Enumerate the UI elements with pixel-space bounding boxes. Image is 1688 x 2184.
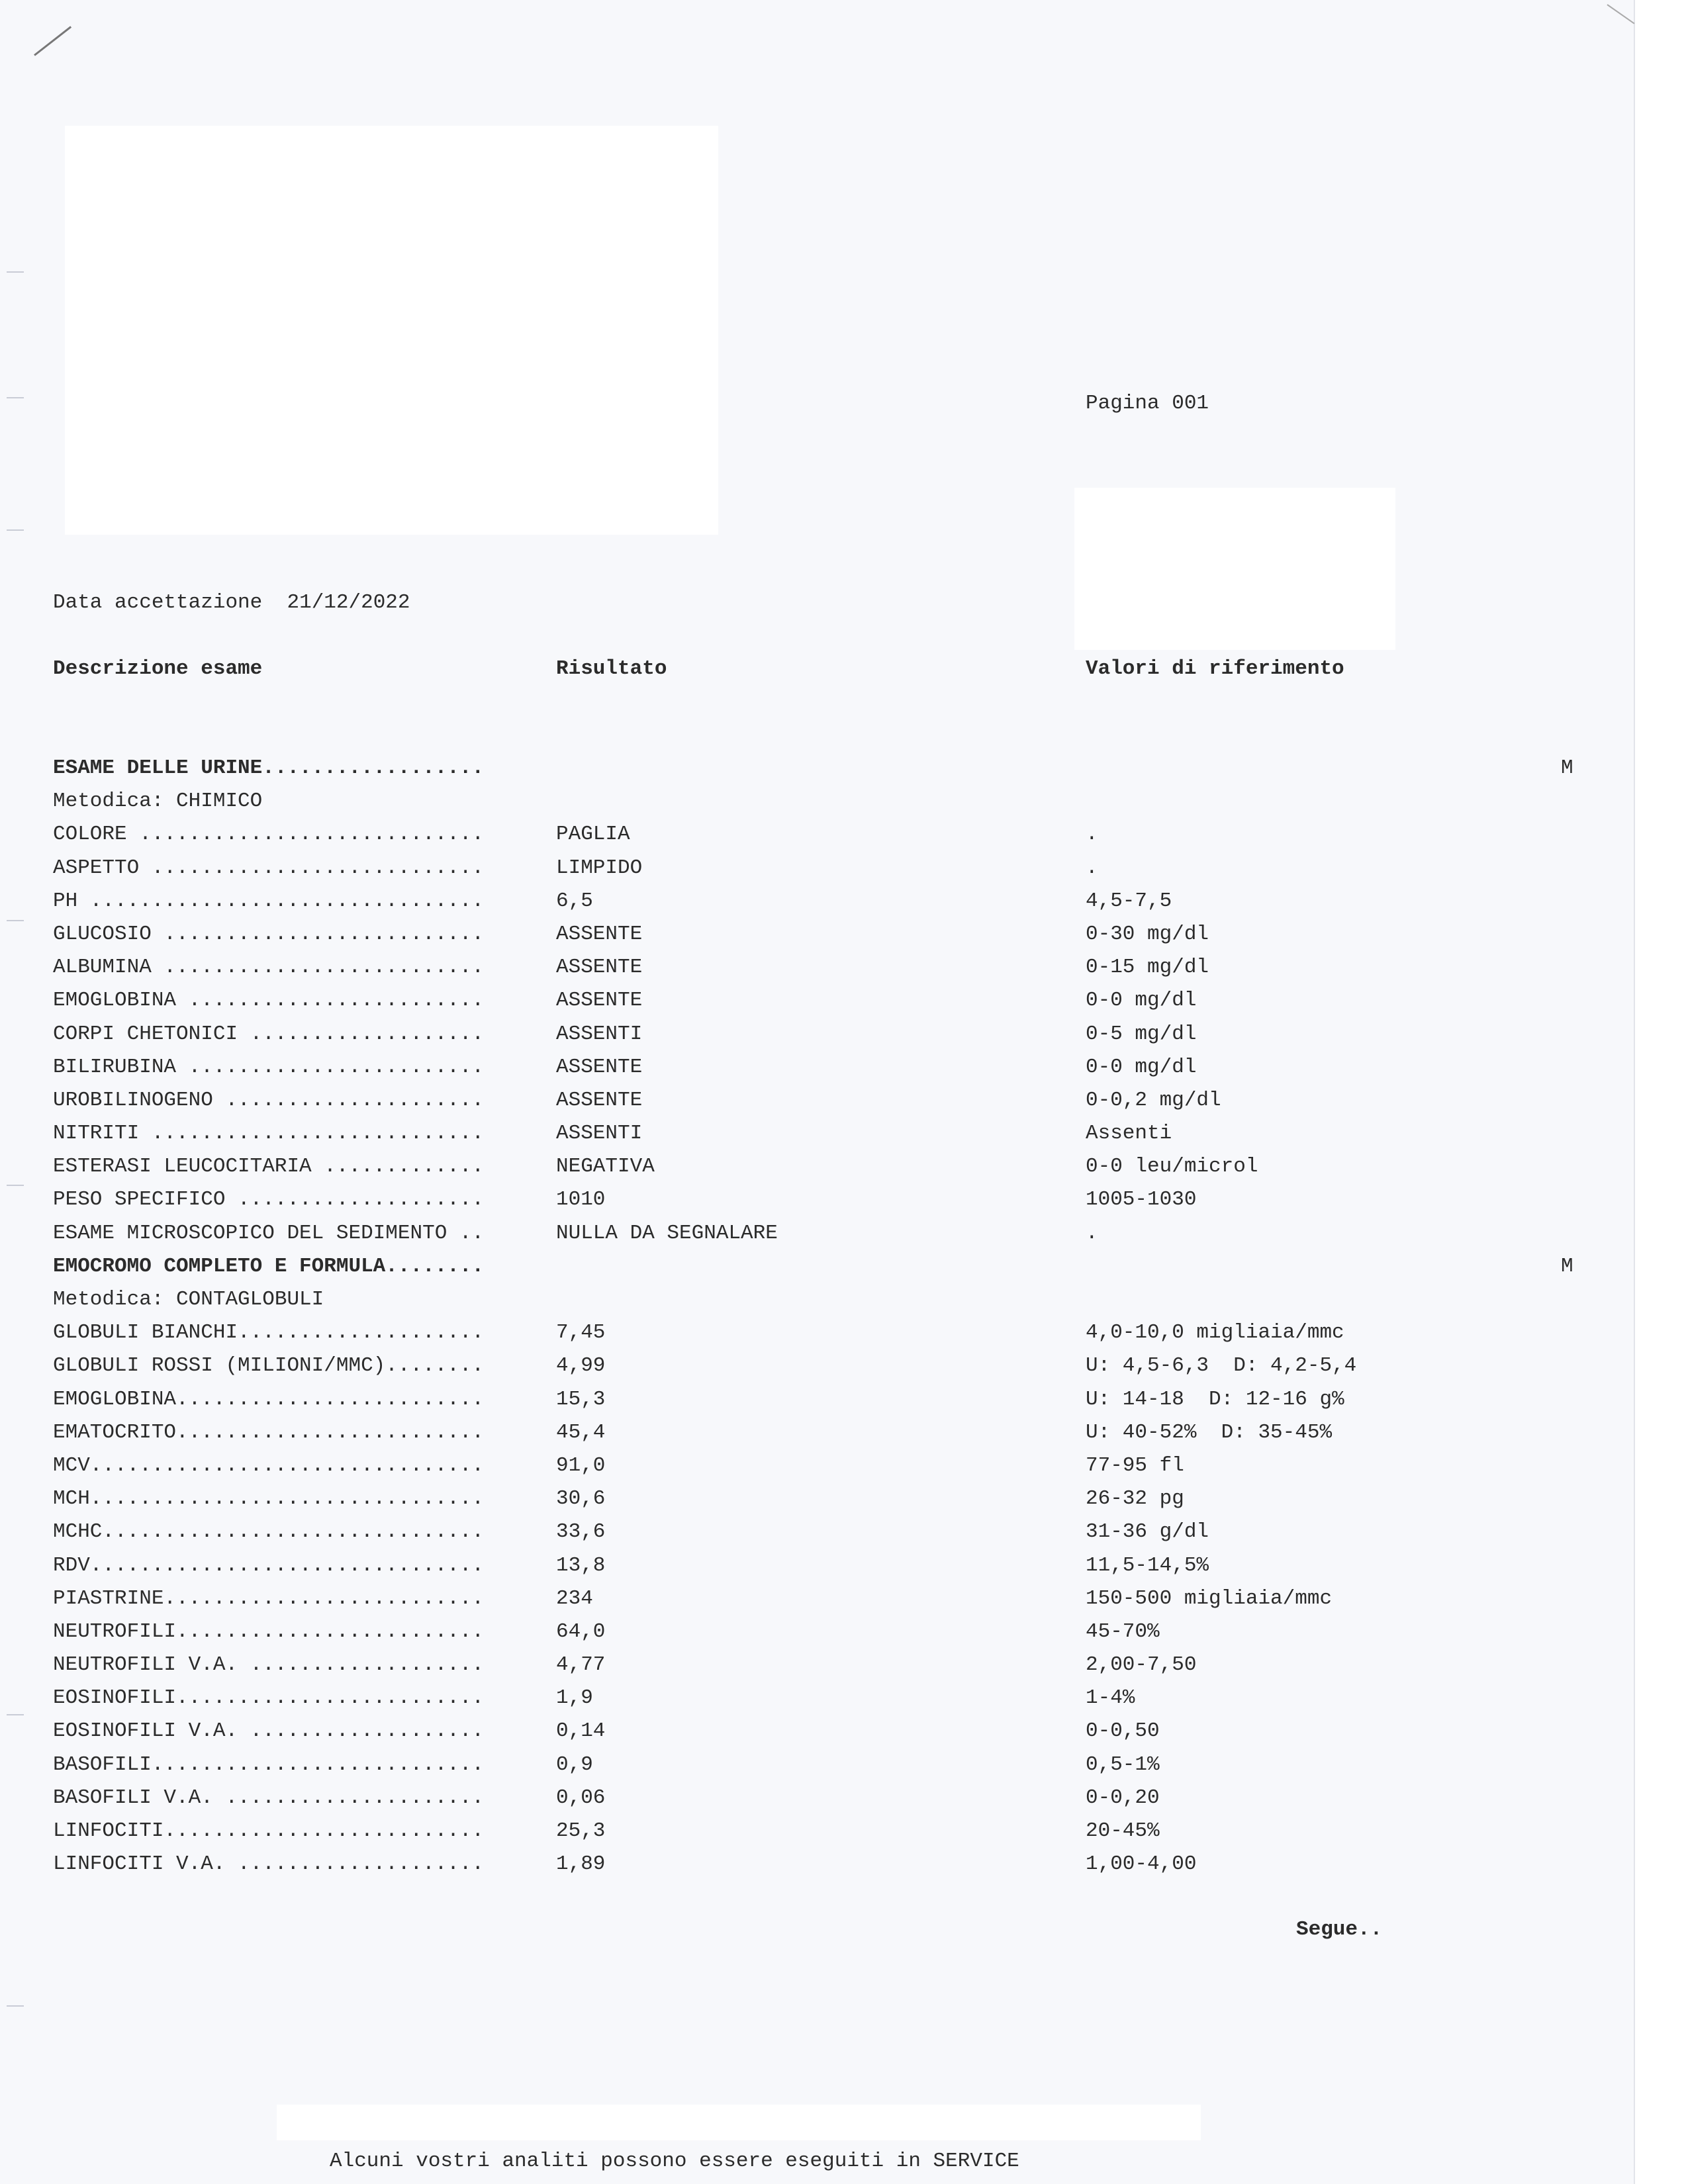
exam-result: NEGATIVA xyxy=(556,1155,655,1179)
exam-name: EMOGLOBINA ........................ xyxy=(53,989,485,1013)
exam-reference: 77-95 fl xyxy=(1086,1453,1184,1477)
corner-mark xyxy=(1607,4,1634,24)
exam-reference: . xyxy=(1086,823,1098,846)
exam-result: NULLA DA SEGNALARE xyxy=(556,1221,778,1245)
exam-reference: U: 4,5-6,3 D: 4,2-5,4 xyxy=(1086,1354,1357,1378)
exam-result: ASSENTE xyxy=(556,1055,643,1079)
exam-name: RDV................................ xyxy=(53,1553,485,1577)
exam-reference: 1,00-4,00 xyxy=(1086,1852,1197,1876)
table-row xyxy=(53,1486,1628,1519)
edge-tick xyxy=(7,271,24,273)
redacted-patient-block xyxy=(1074,488,1395,650)
table-row xyxy=(53,855,1628,888)
table-row xyxy=(53,1220,1628,1253)
exam-reference: . xyxy=(1086,1221,1098,1245)
header-description: Descrizione esame xyxy=(53,657,263,680)
exam-name: PH ................................ xyxy=(53,889,485,913)
header-result: Risultato xyxy=(556,657,667,680)
exam-result: ASSENTI xyxy=(556,1122,643,1146)
table-row xyxy=(53,821,1628,854)
exam-name: GLOBULI ROSSI (MILIONI/MMC)........ xyxy=(53,1354,485,1378)
exam-name: MCV................................ xyxy=(53,1453,485,1477)
table-row xyxy=(53,1586,1628,1619)
scan-mark xyxy=(34,26,71,56)
table-row xyxy=(53,1021,1628,1054)
exam-name: GLOBULI BIANCHI.................... xyxy=(53,1321,485,1345)
acceptance-label: Data accettazione xyxy=(53,591,263,614)
exam-reference: 0,5-1% xyxy=(1086,1752,1160,1776)
exam-reference: 0-0 mg/dl xyxy=(1086,1055,1197,1079)
exam-name: Metodica: CONTAGLOBULI xyxy=(53,1288,324,1311)
table-row xyxy=(53,1685,1628,1718)
exam-result: 234 xyxy=(556,1586,593,1610)
exam-name: PIASTRINE.......................... xyxy=(53,1586,485,1610)
table-row xyxy=(53,1120,1628,1154)
exam-flag: M xyxy=(1561,756,1573,780)
table-row xyxy=(53,1718,1628,1751)
table-row xyxy=(53,755,1628,788)
exam-result: 0,06 xyxy=(556,1786,606,1809)
exam-name: ASPETTO ........................... xyxy=(53,856,485,880)
edge-tick xyxy=(7,920,24,921)
acceptance-date-line xyxy=(53,590,410,616)
table-row xyxy=(53,1519,1628,1552)
table-row xyxy=(53,788,1628,821)
exam-result: 15,3 xyxy=(556,1387,606,1411)
exam-reference: 31-36 g/dl xyxy=(1086,1520,1209,1544)
exam-result: 33,6 xyxy=(556,1520,606,1544)
results-table xyxy=(53,755,1628,1884)
exam-name: BASOFILI........................... xyxy=(53,1752,485,1776)
continues-label: Segue.. xyxy=(1296,1918,1383,1941)
exam-reference: Assenti xyxy=(1086,1122,1172,1146)
exam-result: 1,89 xyxy=(556,1852,606,1876)
exam-name: EMATOCRITO......................... xyxy=(53,1420,485,1444)
exam-name: CORPI CHETONICI ................... xyxy=(53,1022,485,1046)
exam-name: ALBUMINA .......................... xyxy=(53,956,485,979)
table-row xyxy=(53,1420,1628,1453)
exam-name: GLUCOSIO .......................... xyxy=(53,922,485,946)
edge-tick xyxy=(7,1714,24,1715)
paper-edge xyxy=(1634,0,1688,2184)
exam-name: UROBILINOGENO ..................... xyxy=(53,1088,485,1112)
exam-name: MCH................................ xyxy=(53,1487,485,1511)
exam-name: MCHC............................... xyxy=(53,1520,485,1544)
edge-tick xyxy=(7,2005,24,2007)
redacted-address-block xyxy=(65,126,718,535)
exam-reference: U: 14-18 D: 12-16 g% xyxy=(1086,1387,1344,1411)
exam-result: 6,5 xyxy=(556,889,593,913)
exam-reference: 0-0,50 xyxy=(1086,1719,1160,1743)
exam-result: 1010 xyxy=(556,1188,606,1212)
exam-flag: M xyxy=(1561,1254,1573,1278)
table-row xyxy=(53,987,1628,1021)
exam-reference: 0-0 leu/microl xyxy=(1086,1155,1258,1179)
table-row xyxy=(53,1320,1628,1353)
footer-note: Alcuni vostri analiti possono essere eseguiti in SERVICE xyxy=(330,2150,1019,2173)
exam-reference: 1005-1030 xyxy=(1086,1188,1197,1212)
exam-result: 91,0 xyxy=(556,1453,606,1477)
table-row xyxy=(53,1387,1628,1420)
exam-result: 7,45 xyxy=(556,1321,606,1345)
exam-reference: 4,5-7,5 xyxy=(1086,889,1172,913)
exam-result: 45,4 xyxy=(556,1420,606,1444)
table-row xyxy=(53,1652,1628,1685)
table-row xyxy=(53,954,1628,987)
exam-reference: 150-500 migliaia/mmc xyxy=(1086,1586,1333,1610)
exam-reference: 26-32 pg xyxy=(1086,1487,1184,1511)
table-row xyxy=(53,1253,1628,1287)
exam-result: ASSENTE xyxy=(556,989,643,1013)
exam-result: 13,8 xyxy=(556,1553,606,1577)
redacted-footer-block xyxy=(277,2105,1201,2140)
exam-name: EOSINOFILI......................... xyxy=(53,1686,485,1710)
exam-reference: 20-45% xyxy=(1086,1819,1160,1843)
exam-result: 1,9 xyxy=(556,1686,593,1710)
exam-result: 4,99 xyxy=(556,1354,606,1378)
exam-reference: 0-0,2 mg/dl xyxy=(1086,1088,1221,1112)
exam-name: ESAME DELLE URINE.................. xyxy=(53,756,485,780)
exam-result: PAGLIA xyxy=(556,823,630,846)
exam-name: PESO SPECIFICO .................... xyxy=(53,1188,485,1212)
table-row xyxy=(53,1553,1628,1586)
exam-name: ESTERASI LEUCOCITARIA ............. xyxy=(53,1155,485,1179)
table-row xyxy=(53,1619,1628,1652)
table-row xyxy=(53,1453,1628,1486)
exam-name: LINFOCITI.......................... xyxy=(53,1819,485,1843)
exam-result: ASSENTI xyxy=(556,1022,643,1046)
exam-result: 4,77 xyxy=(556,1653,606,1677)
exam-name: LINFOCITI V.A. .................... xyxy=(53,1852,485,1876)
exam-result: 25,3 xyxy=(556,1819,606,1843)
exam-reference: U: 40-52% D: 35-45% xyxy=(1086,1420,1333,1444)
exam-reference: 0-5 mg/dl xyxy=(1086,1022,1197,1046)
exam-result: ASSENTE xyxy=(556,956,643,979)
exam-name: EMOCROMO COMPLETO E FORMULA........ xyxy=(53,1254,485,1278)
table-row xyxy=(53,921,1628,954)
exam-result: 30,6 xyxy=(556,1487,606,1511)
table-row xyxy=(53,1851,1628,1884)
table-row xyxy=(53,888,1628,921)
table-row xyxy=(53,1752,1628,1785)
table-row xyxy=(53,1087,1628,1120)
exam-reference: 0-15 mg/dl xyxy=(1086,956,1209,979)
table-row xyxy=(53,1785,1628,1818)
exam-name: NEUTROFILI......................... xyxy=(53,1619,485,1643)
exam-name: BASOFILI V.A. ..................... xyxy=(53,1786,485,1809)
table-row xyxy=(53,1287,1628,1320)
exam-reference: 45-70% xyxy=(1086,1619,1160,1643)
exam-reference: . xyxy=(1086,856,1098,880)
exam-name: EMOGLOBINA......................... xyxy=(53,1387,485,1411)
edge-tick xyxy=(7,397,24,398)
table-row xyxy=(53,1353,1628,1386)
edge-tick xyxy=(7,529,24,531)
exam-name: NEUTROFILI V.A. ................... xyxy=(53,1653,485,1677)
acceptance-date: 21/12/2022 xyxy=(287,591,410,614)
table-row xyxy=(53,1818,1628,1851)
exam-reference: 0-0,20 xyxy=(1086,1786,1160,1809)
exam-result: ASSENTE xyxy=(556,922,643,946)
exam-reference: 0-0 mg/dl xyxy=(1086,989,1197,1013)
exam-reference: 1-4% xyxy=(1086,1686,1135,1710)
exam-name: BILIRUBINA ........................ xyxy=(53,1055,485,1079)
exam-name: Metodica: CHIMICO xyxy=(53,790,263,813)
exam-reference: 4,0-10,0 migliaia/mmc xyxy=(1086,1321,1344,1345)
edge-tick xyxy=(7,1185,24,1186)
exam-result: 0,14 xyxy=(556,1719,606,1743)
exam-reference: 11,5-14,5% xyxy=(1086,1553,1209,1577)
exam-name: ESAME MICROSCOPICO DEL SEDIMENTO .. xyxy=(53,1221,485,1245)
exam-result: 64,0 xyxy=(556,1619,606,1643)
exam-result: LIMPIDO xyxy=(556,856,643,880)
exam-name: COLORE ............................ xyxy=(53,823,485,846)
table-row xyxy=(53,1187,1628,1220)
table-row xyxy=(53,1154,1628,1187)
page-number: Pagina 001 xyxy=(1086,392,1209,415)
exam-name: NITRITI ........................... xyxy=(53,1122,485,1146)
table-row xyxy=(53,1054,1628,1087)
exam-reference: 2,00-7,50 xyxy=(1086,1653,1197,1677)
exam-name: EOSINOFILI V.A. ................... xyxy=(53,1719,485,1743)
exam-result: ASSENTE xyxy=(556,1088,643,1112)
header-reference: Valori di riferimento xyxy=(1086,657,1344,680)
exam-result: 0,9 xyxy=(556,1752,593,1776)
exam-reference: 0-30 mg/dl xyxy=(1086,922,1209,946)
